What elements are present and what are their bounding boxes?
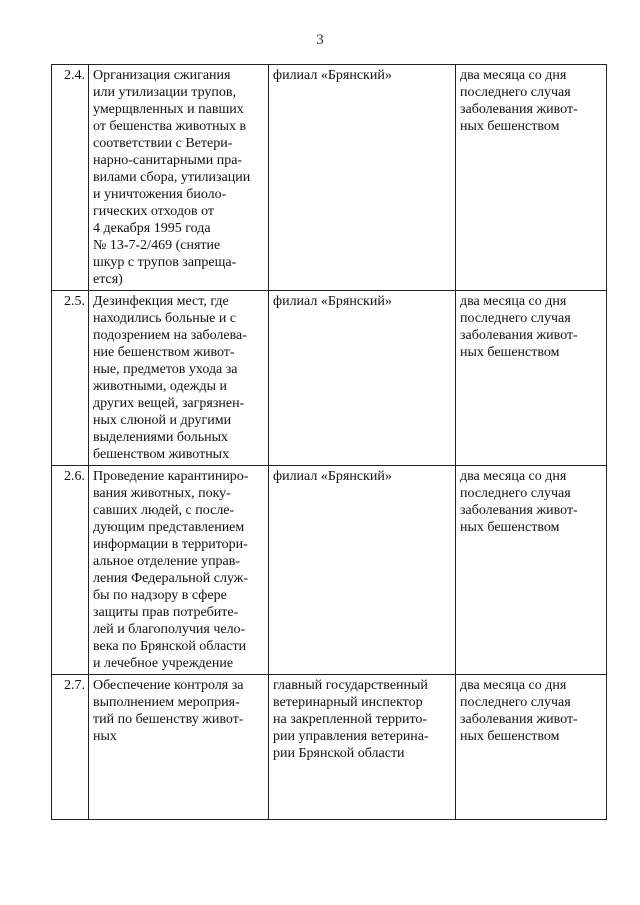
measures-table <box>51 64 607 820</box>
executor-cell: филиал «Брянский» <box>269 65 456 291</box>
row-number: 2.6. <box>52 466 89 675</box>
term-cell: два месяца со дня последнего случая заболевания живот- ных бешенством <box>456 675 607 820</box>
action-cell: Обеспечение контроля за выполнением мероприя- тий по бешенству живот- ных <box>89 675 269 820</box>
table-row <box>52 65 607 291</box>
page-number: 3 <box>316 32 324 48</box>
executor-cell: главный государственный ветеринарный инспектор на закрепленной террито- рии управления ветерина- рии Брянской области <box>269 675 456 820</box>
action-cell: Организация сжигания или утилизации трупов, умерщвленных и павших от бешенства животных в соответствии с Ветери- нарно-санитарными пра- вилами сбора, утилизации и уничтожения биоло- гических отходов от 4 декабря 1995 года № 13-7-2/469 (снятие шкур с трупов запреща- ется) <box>89 65 269 291</box>
executor-cell: филиал «Брянский» <box>269 291 456 466</box>
row-number: 2.5. <box>52 291 89 466</box>
table-row <box>52 466 607 675</box>
table-row <box>52 291 607 466</box>
term-cell: два месяца со дня последнего случая заболевания живот- ных бешенством <box>456 65 607 291</box>
row-number: 2.7. <box>52 675 89 820</box>
executor-cell: филиал «Брянский» <box>269 466 456 675</box>
action-cell: Дезинфекция мест, где находились больные и с подозрением на заболева- ние бешенством живот- ные, предметов ухода за животными, одежды и других вещей, загрязнен- ных слюной и другими выделениями больных бешенством животных <box>89 291 269 466</box>
term-cell: два месяца со дня последнего случая заболевания живот- ных бешенством <box>456 291 607 466</box>
term-cell: два месяца со дня последнего случая заболевания живот- ных бешенством <box>456 466 607 675</box>
table-row <box>52 675 607 820</box>
action-cell: Проведение карантиниро- вания животных, поку- савших людей, с после- дующим представлением информации в территори- альное отделение управ- ления Федеральной служ- бы по надзору в сфере защиты прав потребите- лей и благополучия чело- века по Брянской области и лечебное учреждение <box>89 466 269 675</box>
row-number: 2.4. <box>52 65 89 291</box>
